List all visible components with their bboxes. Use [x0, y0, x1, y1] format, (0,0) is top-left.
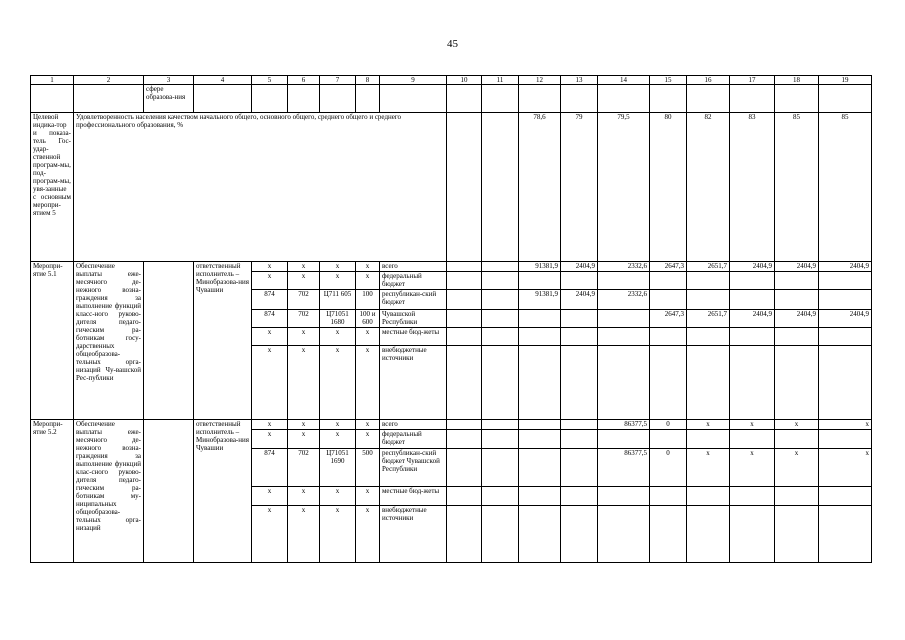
cell: x [288, 328, 320, 346]
value-cell: 2404,9 [775, 310, 819, 328]
header-cell: 2 [74, 76, 144, 85]
value-cell: x [730, 420, 775, 430]
cell: 500 [356, 449, 380, 487]
cell: x [252, 272, 288, 290]
activity-name: Обеспечение выплаты еже-месячного де-нежного возна-граждения за выполнение функций клас-сного руково-дителя педаго-гическим ра-ботникам му-ниципальных общеобразова-тельных орга-низаций [74, 420, 144, 563]
cell: x [252, 487, 288, 506]
value-cell: x [730, 449, 775, 487]
value-cell: 86377,5 [598, 449, 650, 487]
cell: x [356, 346, 380, 420]
header-cell: 7 [320, 76, 356, 85]
cell: x [320, 420, 356, 430]
value-cell: 0 [650, 449, 687, 487]
value-cell: 82 [687, 113, 730, 262]
value-cell: 2651,7 [687, 262, 730, 272]
cell: 100 и 600 [356, 310, 380, 328]
header-cell: 3 [144, 76, 194, 85]
header-cell: 12 [519, 76, 561, 85]
cell: x [252, 420, 288, 430]
cell: x [288, 430, 320, 449]
cell: x [288, 272, 320, 290]
funding-source: федеральный бюджет [380, 430, 447, 449]
indicator-text: Удовлетворенность населения качеством начального общего, основного общего, среднего общего и среднего профессионального образования, % [74, 113, 447, 262]
funding-source: всего [380, 262, 447, 272]
page-number: 45 [447, 38, 458, 50]
activity-label: Меропри-ятие 5.1 [31, 262, 74, 420]
value-cell: x [819, 449, 872, 487]
cell: Ц71051 1690 [320, 449, 356, 487]
header-cell: 11 [482, 76, 519, 85]
value-cell: 2404,9 [730, 310, 775, 328]
value-cell: 78,6 [519, 113, 561, 262]
value-cell: 2647,3 [650, 310, 687, 328]
header-cell: 4 [194, 76, 252, 85]
cell: x [252, 346, 288, 420]
value-cell: x [775, 449, 819, 487]
activity-row [31, 420, 872, 430]
cell: 874 [252, 290, 288, 310]
funding-source: федеральный бюджет [380, 272, 447, 290]
funding-source: всего [380, 420, 447, 430]
cell: x [356, 328, 380, 346]
cell: 100 [356, 290, 380, 310]
cell: x [356, 272, 380, 290]
cell: x [288, 420, 320, 430]
header-cell: 10 [447, 76, 482, 85]
value-cell: 2332,6 [598, 290, 650, 310]
continuation-row [31, 85, 872, 113]
value-cell: 2404,9 [730, 262, 775, 272]
funding-source: местные бюд-жеты [380, 487, 447, 506]
activity-executor: ответственный исполнитель – Минобразова-ния Чувашии [194, 420, 252, 563]
header-cell: 9 [380, 76, 447, 85]
value-cell: x [687, 420, 730, 430]
indicator-row [31, 113, 872, 262]
header-cell: 1 [31, 76, 74, 85]
value-cell: 2647,3 [650, 262, 687, 272]
funding-source: внебюджетные источники [380, 346, 447, 420]
cell: x [288, 487, 320, 506]
value-cell: 79,5 [598, 113, 650, 262]
cell: x [252, 328, 288, 346]
value-cell: 85 [819, 113, 872, 262]
value-cell: 83 [730, 113, 775, 262]
cell: x [320, 430, 356, 449]
cell: x [288, 506, 320, 563]
cell: сфере образова-ния [144, 85, 194, 113]
cell: x [252, 506, 288, 563]
value-cell: 2404,9 [561, 262, 598, 272]
value-cell: 86377,5 [598, 420, 650, 430]
cell: x [320, 346, 356, 420]
value-cell: x [819, 420, 872, 430]
value-cell: 2651,7 [687, 310, 730, 328]
value-cell: 2404,9 [819, 262, 872, 272]
cell: x [356, 420, 380, 430]
activity-executor: ответственный исполнитель – Минобразова-ния Чувашии [194, 262, 252, 420]
funding-source: внебюджетные источники [380, 506, 447, 563]
cell: 702 [288, 290, 320, 310]
header-cell: 16 [687, 76, 730, 85]
value-cell: x [687, 449, 730, 487]
value-cell: 91381,9 [519, 262, 561, 272]
cell: x [288, 262, 320, 272]
cell: Ц71051 1680 [320, 310, 356, 328]
cell: x [252, 430, 288, 449]
cell: x [356, 430, 380, 449]
value-cell: 91381,9 [519, 290, 561, 310]
cell: 874 [252, 310, 288, 328]
program-table [30, 75, 872, 563]
cell: x [356, 487, 380, 506]
cell: x [252, 262, 288, 272]
header-cell: 8 [356, 76, 380, 85]
indicator-label: Целевой индика-тор и показа-тель Гос-удар-ственной програм-мы, под-програм-мы, увя-занные с основным меропри-ятием 5 [31, 113, 74, 262]
activity-name: Обеспечение выплаты еже-месячного де-нежного возна-граждения за выполнение функций класс-ного руково-дителя педаго-гическим ра-ботникам госу-дарственных общеобразова-тельных орга-низаций Чу-вашской Рес-публики [74, 262, 144, 420]
header-cell: 19 [819, 76, 872, 85]
funding-source: республикан-ский бюджет [380, 290, 447, 310]
value-cell: x [775, 420, 819, 430]
cell: x [356, 506, 380, 563]
cell: x [320, 506, 356, 563]
cell: 702 [288, 310, 320, 328]
header-cell: 13 [561, 76, 598, 85]
value-cell: 80 [650, 113, 687, 262]
cell: x [320, 262, 356, 272]
value-cell: 79 [561, 113, 598, 262]
cell: x [356, 262, 380, 272]
column-number-row [31, 76, 872, 85]
activity-row [31, 262, 872, 272]
header-cell: 18 [775, 76, 819, 85]
header-cell: 15 [650, 76, 687, 85]
cell: Ц711 605 [320, 290, 356, 310]
funding-source: местные бюд-жеты [380, 328, 447, 346]
header-cell: 14 [598, 76, 650, 85]
value-cell: 2404,9 [819, 310, 872, 328]
cell: x [320, 487, 356, 506]
value-cell: 2404,9 [561, 290, 598, 310]
cell: x [320, 272, 356, 290]
header-cell: 6 [288, 76, 320, 85]
cell: x [288, 346, 320, 420]
header-cell: 5 [252, 76, 288, 85]
funding-source: республикан-ский бюджет Чувашской Республики [380, 449, 447, 487]
value-cell: 0 [650, 420, 687, 430]
cell: x [320, 328, 356, 346]
activity-label: Меропри-ятие 5.2 [31, 420, 74, 563]
funding-source: Чувашской Республики [380, 310, 447, 328]
cell: 874 [252, 449, 288, 487]
value-cell: 2404,9 [775, 262, 819, 272]
cell: 702 [288, 449, 320, 487]
value-cell: 85 [775, 113, 819, 262]
header-cell: 17 [730, 76, 775, 85]
value-cell: 2332,6 [598, 262, 650, 272]
